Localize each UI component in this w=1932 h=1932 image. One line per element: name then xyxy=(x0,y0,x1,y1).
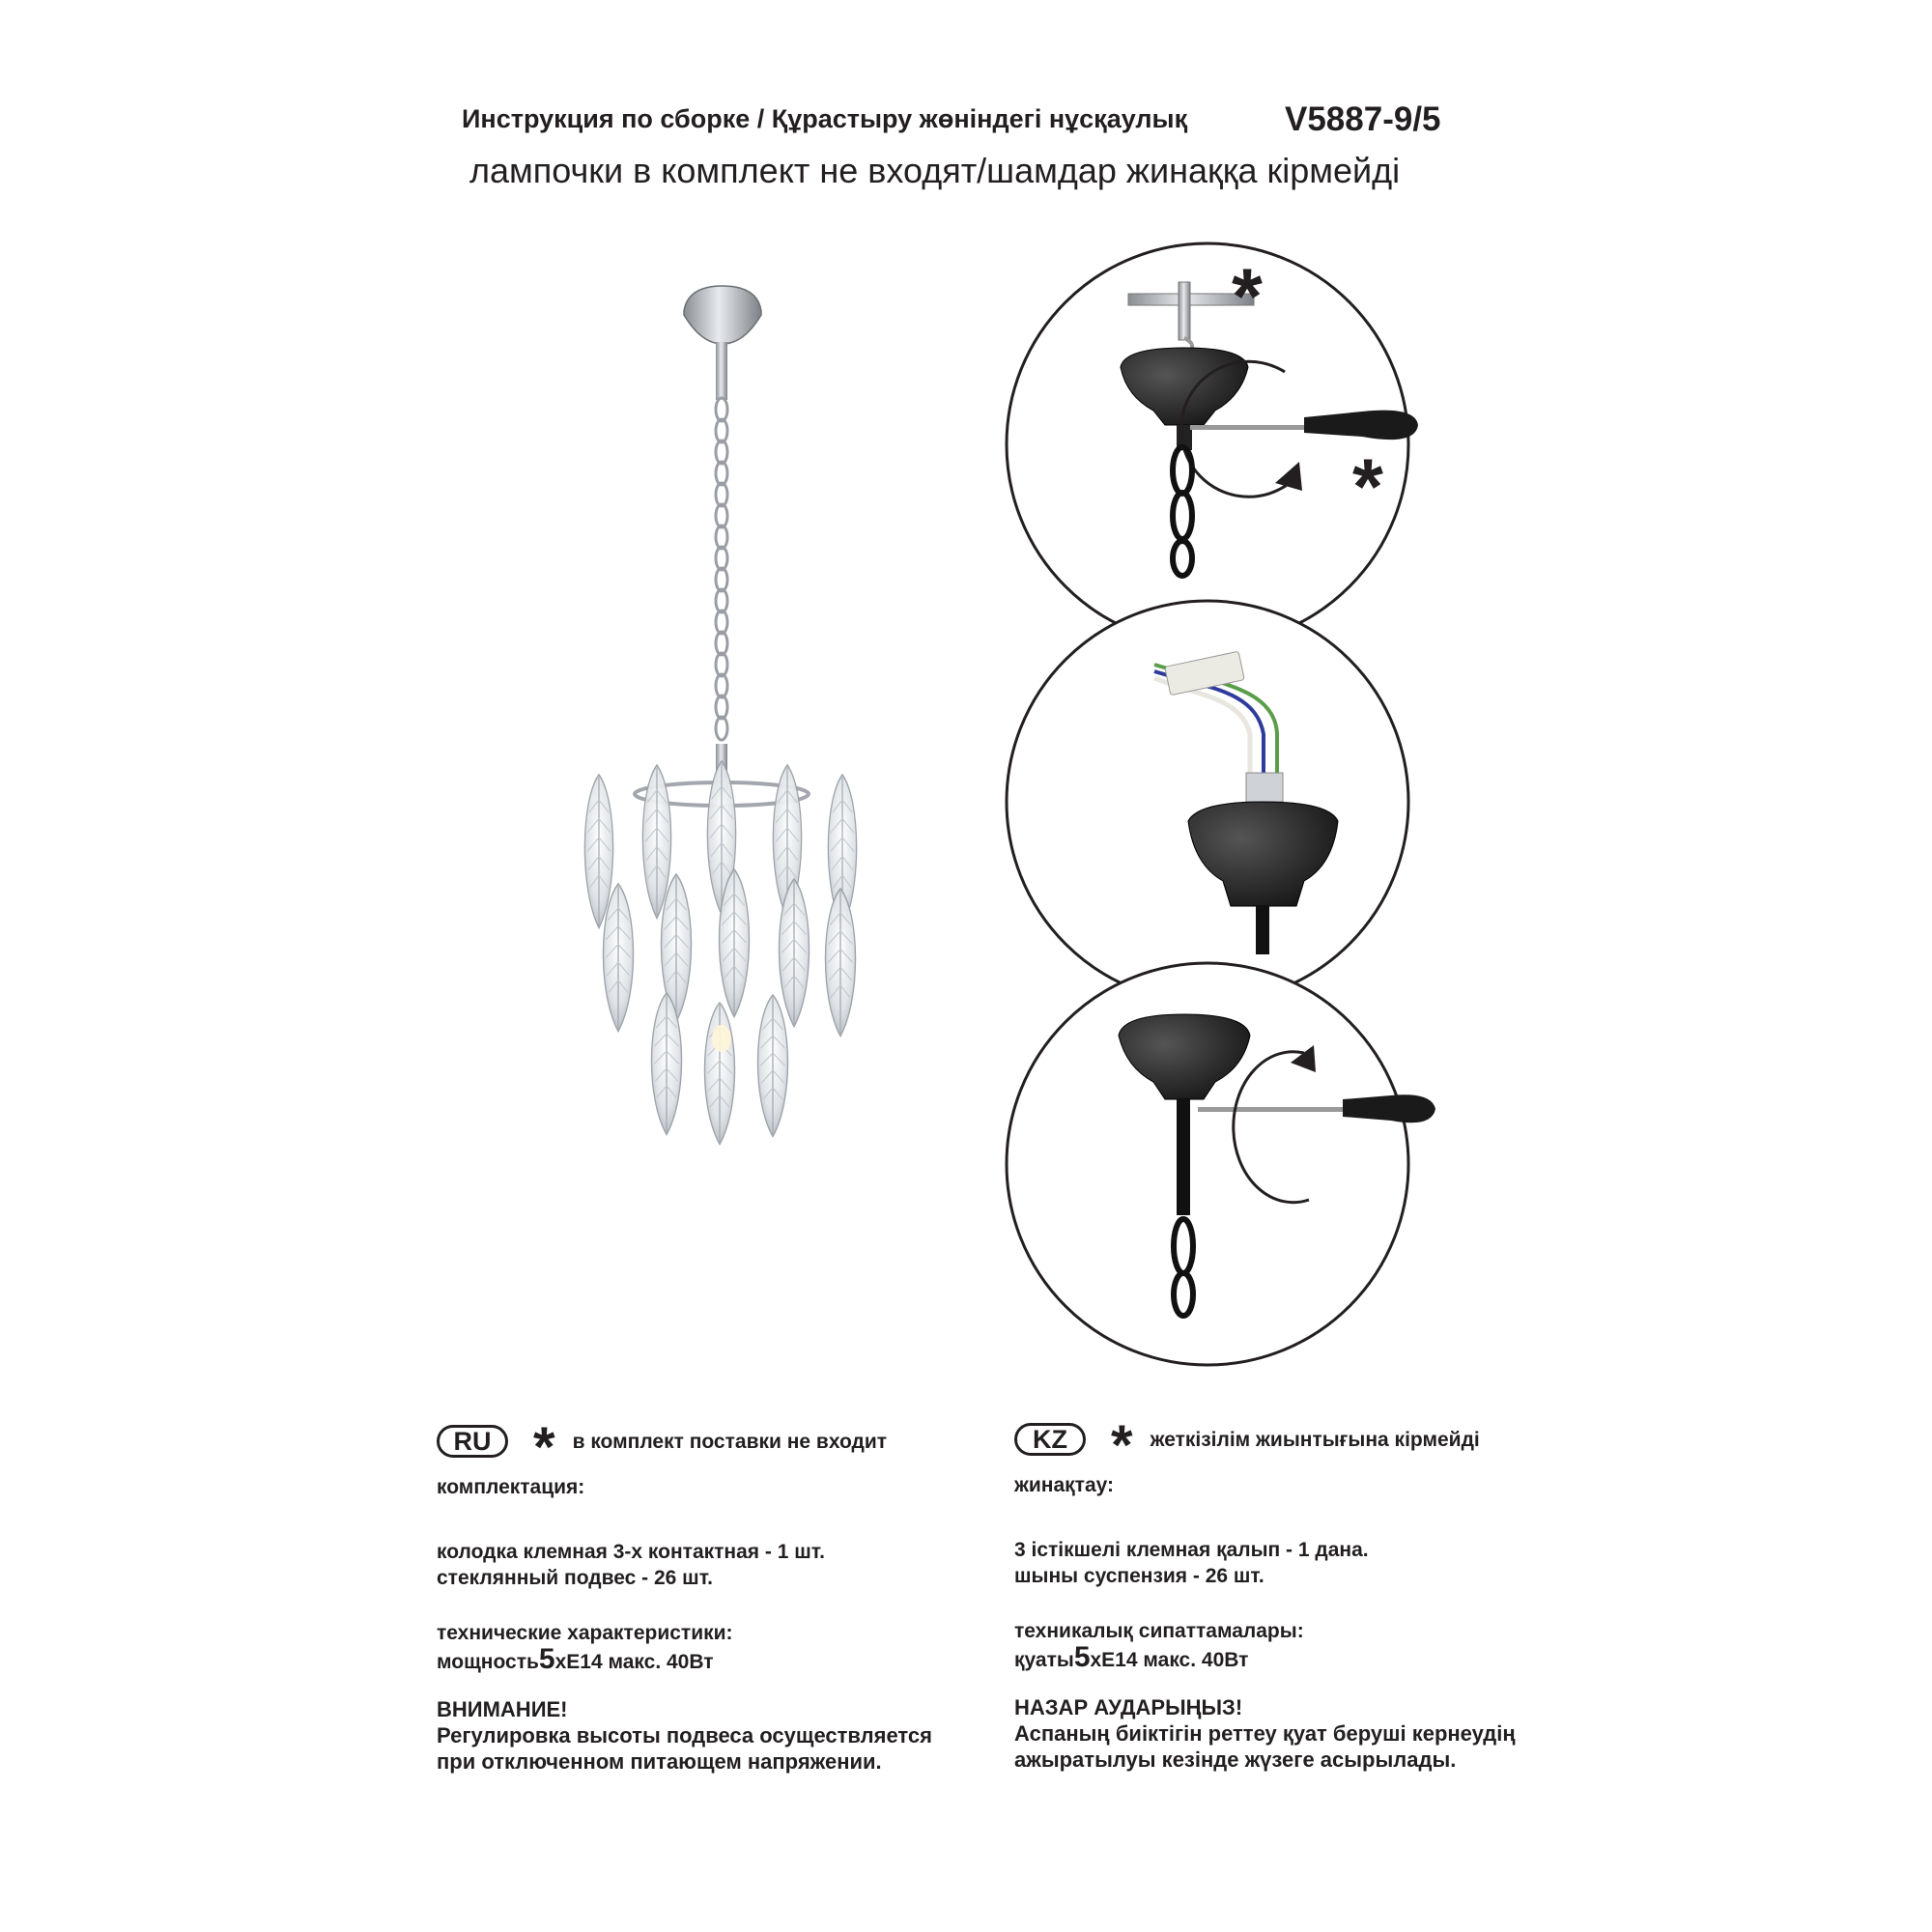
ru-kit-heading: комплектация: xyxy=(437,1476,585,1498)
bulbs-not-included-note: лампочки в комплект не входят/шамдар жинаққа кірмейді xyxy=(469,151,1401,190)
ru-not-included-note: в комплект поставки не входит xyxy=(572,1430,888,1453)
ru-star-marker: * xyxy=(533,1416,555,1479)
document-title: Инструкция по сборке / Құрастыру жөніндегі нұсқаулық xyxy=(462,104,1188,133)
kz-kit-heading: жинақтау: xyxy=(1014,1474,1115,1496)
step3-height-adjust-illustration xyxy=(1007,963,1435,1365)
kz-warning-line-2: ажыратылуы кезінде жүзеге асырылады. xyxy=(1014,1747,1457,1772)
kz-power-prefix: қуаты xyxy=(1014,1649,1074,1671)
kz-spec-heading: техникалық сипаттамалары: xyxy=(1014,1620,1304,1642)
ru-kit-line-1: колодка клемная 3-х контактная - 1 шт. xyxy=(437,1541,825,1563)
chandelier-illustration xyxy=(584,286,856,1144)
kz-not-included-note: жеткізілім жиынтығына кірмейді xyxy=(1150,1428,1480,1451)
step1-star-bottom: * xyxy=(1352,443,1383,531)
ru-column xyxy=(437,1416,1036,1775)
ru-power-prefix: мощность xyxy=(437,1651,539,1673)
ru-language-badge: RU xyxy=(437,1425,508,1458)
step2-wiring-illustration xyxy=(1007,601,1408,1003)
kz-warning-heading: НАЗАР АУДАРЫҢЫЗ! xyxy=(1014,1695,1243,1719)
ru-warning-line-1: Регулировка высоты подвеса осуществляется xyxy=(437,1723,932,1747)
model-number: V5887-9/5 xyxy=(1285,100,1441,138)
kz-language-badge: KZ xyxy=(1014,1423,1086,1456)
kz-column xyxy=(1014,1414,1633,1773)
ru-power-count: 5 xyxy=(538,1643,555,1675)
kz-power-suffix: хE14 макс. 40Вт xyxy=(1090,1649,1249,1671)
ru-spec-heading: технические характеристики: xyxy=(437,1622,733,1644)
ru-power-suffix: хE14 макс. 40Вт xyxy=(554,1651,714,1673)
kz-warning-line-1: Аспаның биіктігін реттеу қуат беруші кернеудің xyxy=(1014,1721,1516,1746)
ru-power-line xyxy=(437,1643,1036,1675)
step1-star-top: * xyxy=(1232,253,1263,341)
ru-warning-line-2: при отключенном питающем напряжении. xyxy=(437,1749,882,1774)
ru-warning-heading: ВНИМАНИЕ! xyxy=(437,1697,568,1721)
ru-kit-line-2: стеклянный подвес - 26 шт. xyxy=(437,1567,713,1589)
kz-power-count: 5 xyxy=(1073,1641,1091,1673)
kz-star-marker: * xyxy=(1111,1414,1133,1477)
kz-kit-line-2: шыны суспензия - 26 шт. xyxy=(1014,1565,1264,1587)
kz-power-line xyxy=(1014,1641,1633,1673)
kz-kit-line-1: 3 істікшелі клемная қалып - 1 дана. xyxy=(1014,1539,1369,1561)
